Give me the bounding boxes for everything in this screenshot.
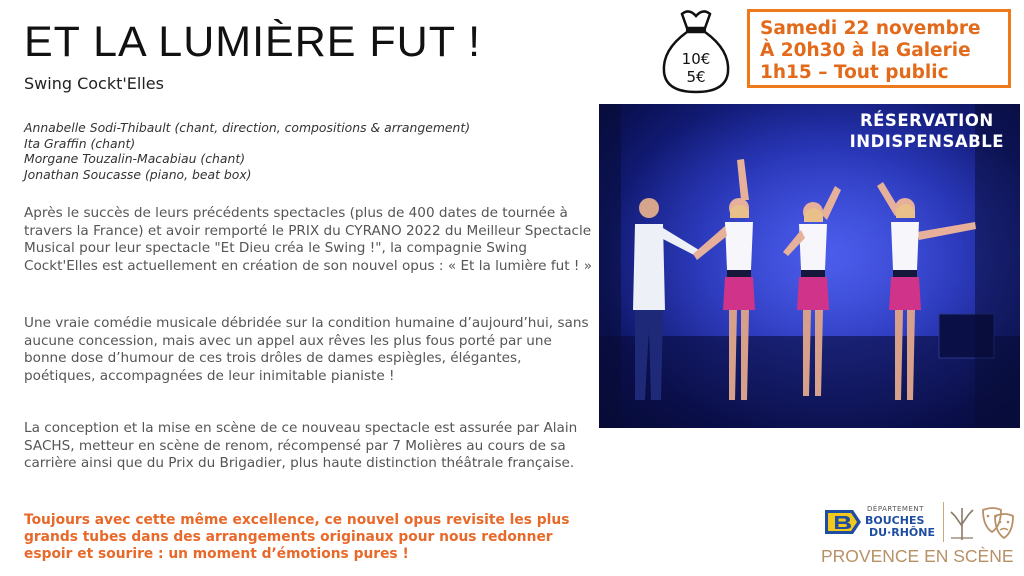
program-name: PROVENCE EN SCÈNE	[821, 546, 1014, 566]
company-name: Swing Cockt'Elles	[24, 74, 164, 93]
highlight-paragraph: Toujours avec cette même excellence, ce nouvel opus revisite les plus grands tubes dans des arrangements originaux pour nous redonner espoir et sourire : un moment d’émotions pures !	[24, 512, 570, 563]
show-photo	[599, 104, 1020, 428]
money-bag-icon	[652, 6, 740, 96]
event-duration: 1h15 – Tout public	[760, 62, 949, 83]
event-date: Samedi 22 novembre	[760, 18, 981, 39]
department-name: DU·RHÔNE	[869, 526, 935, 539]
theatre-masks-icon	[979, 504, 1017, 542]
department-label: DÉPARTEMENT	[867, 505, 924, 513]
description-paragraph: Une vraie comédie musicale débridée sur la condition humaine d’aujourd’hui, sans aucune concession, mais avec un appel aux rêves les plus fous porté par une bonne dose d’humour de ces trois drôles de dames espiègles, élégantes, poétiques, accompagnées de leur inimitable pianiste !	[24, 315, 589, 384]
description-paragraph: La conception et la mise en scène de ce nouveau spectacle est assurée par Alain SACHS, metteur en scène de renom, récompensé par 7 Molières au cours de sa carrière ainsi que du Prix du Brigadier, plus haute distinction théâtrale française.	[24, 420, 578, 472]
sponsor-logos	[817, 498, 1021, 574]
page-title: ET LA LUMIÈRE FUT !	[24, 18, 482, 66]
reservation-notice: RÉSERVATION INDISPENSABLE	[849, 111, 1004, 151]
description-paragraph: Après le succès de leurs précédents spectacles (plus de 400 dates de tournée à travers la France) et avoir remporté le PRIX du CYRANO 2022 du Meilleur Spectacle Musical pour leur spectacle "Et Dieu créa le Swing !", la compagnie Swing Cockt'Elles est actuellement en création de son nouvel opus : « Et la lumière fut ! »	[24, 205, 593, 274]
credit-line: Annabelle Sodi-Thibault (chant, direction, compositions & arrangement)	[24, 120, 471, 135]
department-logo-icon	[823, 506, 863, 538]
credits-list	[24, 120, 584, 182]
credit-line: Morgane Touzalin-Macabiau (chant)	[24, 151, 246, 166]
price-full: 10€	[681, 50, 711, 68]
event-time-place: À 20h30 à la Galerie	[760, 40, 971, 61]
credit-line: Jonathan Soucasse (piano, beat box)	[24, 166, 252, 182]
department-name: BOUCHES	[865, 514, 925, 527]
credit-line: Ita Graffin (chant)	[24, 135, 136, 151]
tree-icon	[947, 502, 977, 542]
event-info-box	[747, 9, 1011, 88]
price-reduced: 5€	[686, 68, 706, 86]
logo-divider	[943, 502, 944, 542]
